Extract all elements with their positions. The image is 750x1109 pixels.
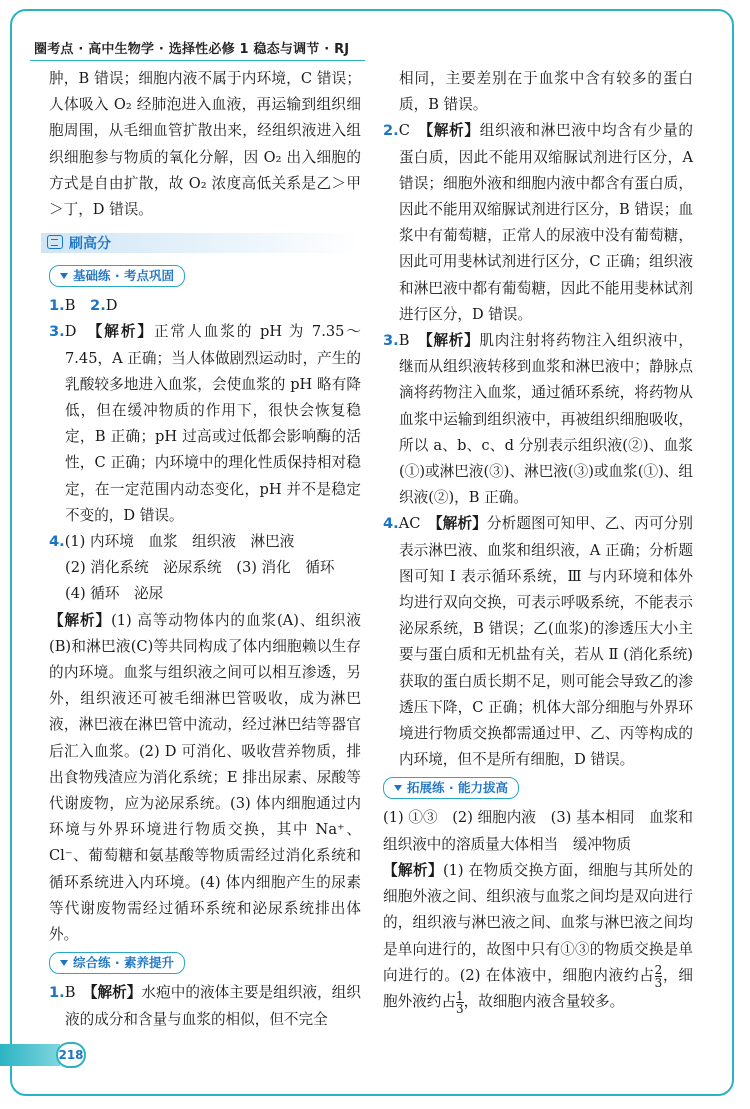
right-continuation: 相同，主要差别在于血浆中含有较多的蛋白质，B 错误。 [399, 70, 693, 114]
extension-analysis: 【解析】(1) 在物质交换方面，细胞与其所处的细胞外液之间、组织液与血浆之间均是双向进行的，组织液与淋巴液之间、血浆与淋巴液之间均是单向进行的，故图中只有①③的物质交换是单向进行的。(2) 在体液中，细胞内液约占 $\frac{2}{3}$ ，细胞外液约占 $\frac{1}{3}$ ，故细胞内液含量较多。 [383, 861, 693, 1016]
answer-comprehensive-q4: 4.AC 【解析】分析题图可知甲、乙、丙可分别表示淋巴液、血浆和组织液，A 正确；分析题图可知 Ⅰ 表示循环系统，Ⅲ 与内环境和体外均进行双向交换，可表示呼吸系统，不能表示泌尿系统，B 错误；乙(血浆)的渗透压大小主要与蛋白质和无机盐有关，若从 Ⅱ (消化系统)获取的蛋白质长期不足，则可能会导致乙的渗透压下降，C 正确；机体大部分细胞与外界环境进行物质交换都需通过甲、乙、丙等构成的内环境，但不是所有细胞，D 错误。 [383, 515, 693, 769]
answer-q4-line1: 4.(1) 内环境 血浆 组织液 淋巴液 [49, 533, 295, 551]
fraction-two-thirds: $\frac{2}{3}$ [654, 962, 663, 990]
book-icon [47, 235, 63, 249]
answer-comprehensive-q1: 1.B 【解析】水疱中的液体主要是组织液，组织液的成分和含量与血浆的相似，但不完全 [49, 984, 361, 1028]
section-banner-shuagaofen [41, 233, 359, 253]
extension-answer: (1) ①③ (2) 细胞内液 (3) 基本相同 血浆和组织液中的溶质量大体相当 缓冲物质 [383, 809, 693, 853]
answer-comprehensive-q3: 3.B 【解析】肌肉注射将药物注入组织液中，继而从组织液转移到血浆和淋巴液中；静脉点滴将药物注入血浆，通过循环系统，将药物从血浆中运输到组织液中，再被组织细胞吸收，所以 a、b、c、d 分别表示组织液(②)、血浆(①)或淋巴液(③)、淋巴液(③)或血浆(①)、组织液(②)，B 正确。 [383, 332, 693, 507]
answer-comprehensive-q2: 2.C 【解析】组织液和淋巴液中均含有少量的蛋白质，因此不能用双缩脲试剂进行区分，A 错误；细胞外液和细胞内液中都含有蛋白质，因此不能用双缩脲试剂进行区分，B 错误；血浆中有葡萄糖，正常人的尿液中没有葡萄糖，因此可用斐林试剂进行区分，C 正确；组织液和淋巴液中都有葡萄糖，因此不能用斐林试剂进行区分，D 错误。 [383, 122, 693, 323]
answer-q4-line3: (4) 循环 泌尿 [65, 585, 164, 603]
left-intro-paragraph: 肿，B 错误；细胞内液不属于内环境，C 错误；人体吸入 O₂ 经肺泡进入血液，再运输到组织细胞周围，从毛细血管扩散出来，经组织液进入组织细胞参与物质的氧化分解，因 O₂ 出入细胞的方式是自由扩散，故 O₂ 浓度高低关系是乙＞甲＞丁，D 错误。 [49, 70, 361, 219]
left-column [49, 66, 361, 1033]
footer-bar [0, 1044, 60, 1066]
answer-q3: 3.D 【解析】正常人血浆的 pH 为 7.35～7.45，A 正确；当人体做剧烈运动时，产生的乳酸较多地进入血浆，会使血浆的 pH 略有降低，但在缓冲物质的作用下，很快会恢复稳定，B 正确；pH 过高或过低都会影响酶的活性，C 正确；内环境中的理化性质保持相对稳定，在一定范围内动态变化，pH 并不是稳定不变的，D 错误。 [49, 323, 361, 524]
section-title: 刷高分 [69, 236, 111, 253]
header-rule [30, 60, 365, 61]
triangle-down-icon [60, 273, 68, 279]
right-column [383, 66, 693, 1015]
pill-comprehensive-practice: 综合练 · 素养提升 [49, 952, 185, 974]
triangle-down-icon [60, 960, 68, 966]
running-header: 圈考点 · 高中生物学 · 选择性必修 1 稳态与调节 · RJ [34, 42, 350, 57]
answer-q4-analysis: 【解析】(1) 高等动物体内的血浆(A)、组织液(B)和淋巴液(C)等共同构成了体内细胞赖以生存的内环境。血浆与组织液之间可以相互渗透，另外，组织液还可被毛细淋巴管吸收，成为淋巴液，淋巴液在淋巴管中流动，经过淋巴结等器官后汇入血浆。(2) D 可消化、吸收营养物质，排出食物残渣应为消化系统；E 排出尿素、尿酸等代谢废物，应为泌尿系统。(3) 体内细胞通过内环境与外界环境进行物质交换，其中 Na⁺、Cl⁻、葡萄糖和氨基酸等物质需经过消化系统和循环系统进入内环境。(4) 体内细胞产生的尿素等代谢废物需经过循环系统和泌尿系统排出体外。 [49, 611, 361, 944]
page-number: 218 [56, 1042, 86, 1068]
pill-basic-practice: 基础练 · 考点巩固 [49, 265, 185, 287]
fraction-one-third: $\frac{1}{3}$ [455, 988, 464, 1016]
answer-q1-q2: 1.B 2.D [49, 297, 118, 315]
answer-q4-line2: (2) 消化系统 泌尿系统 (3) 消化 循环 [65, 559, 335, 577]
triangle-down-icon [394, 785, 402, 791]
pill-extension-practice: 拓展练 · 能力拔高 [383, 777, 519, 799]
